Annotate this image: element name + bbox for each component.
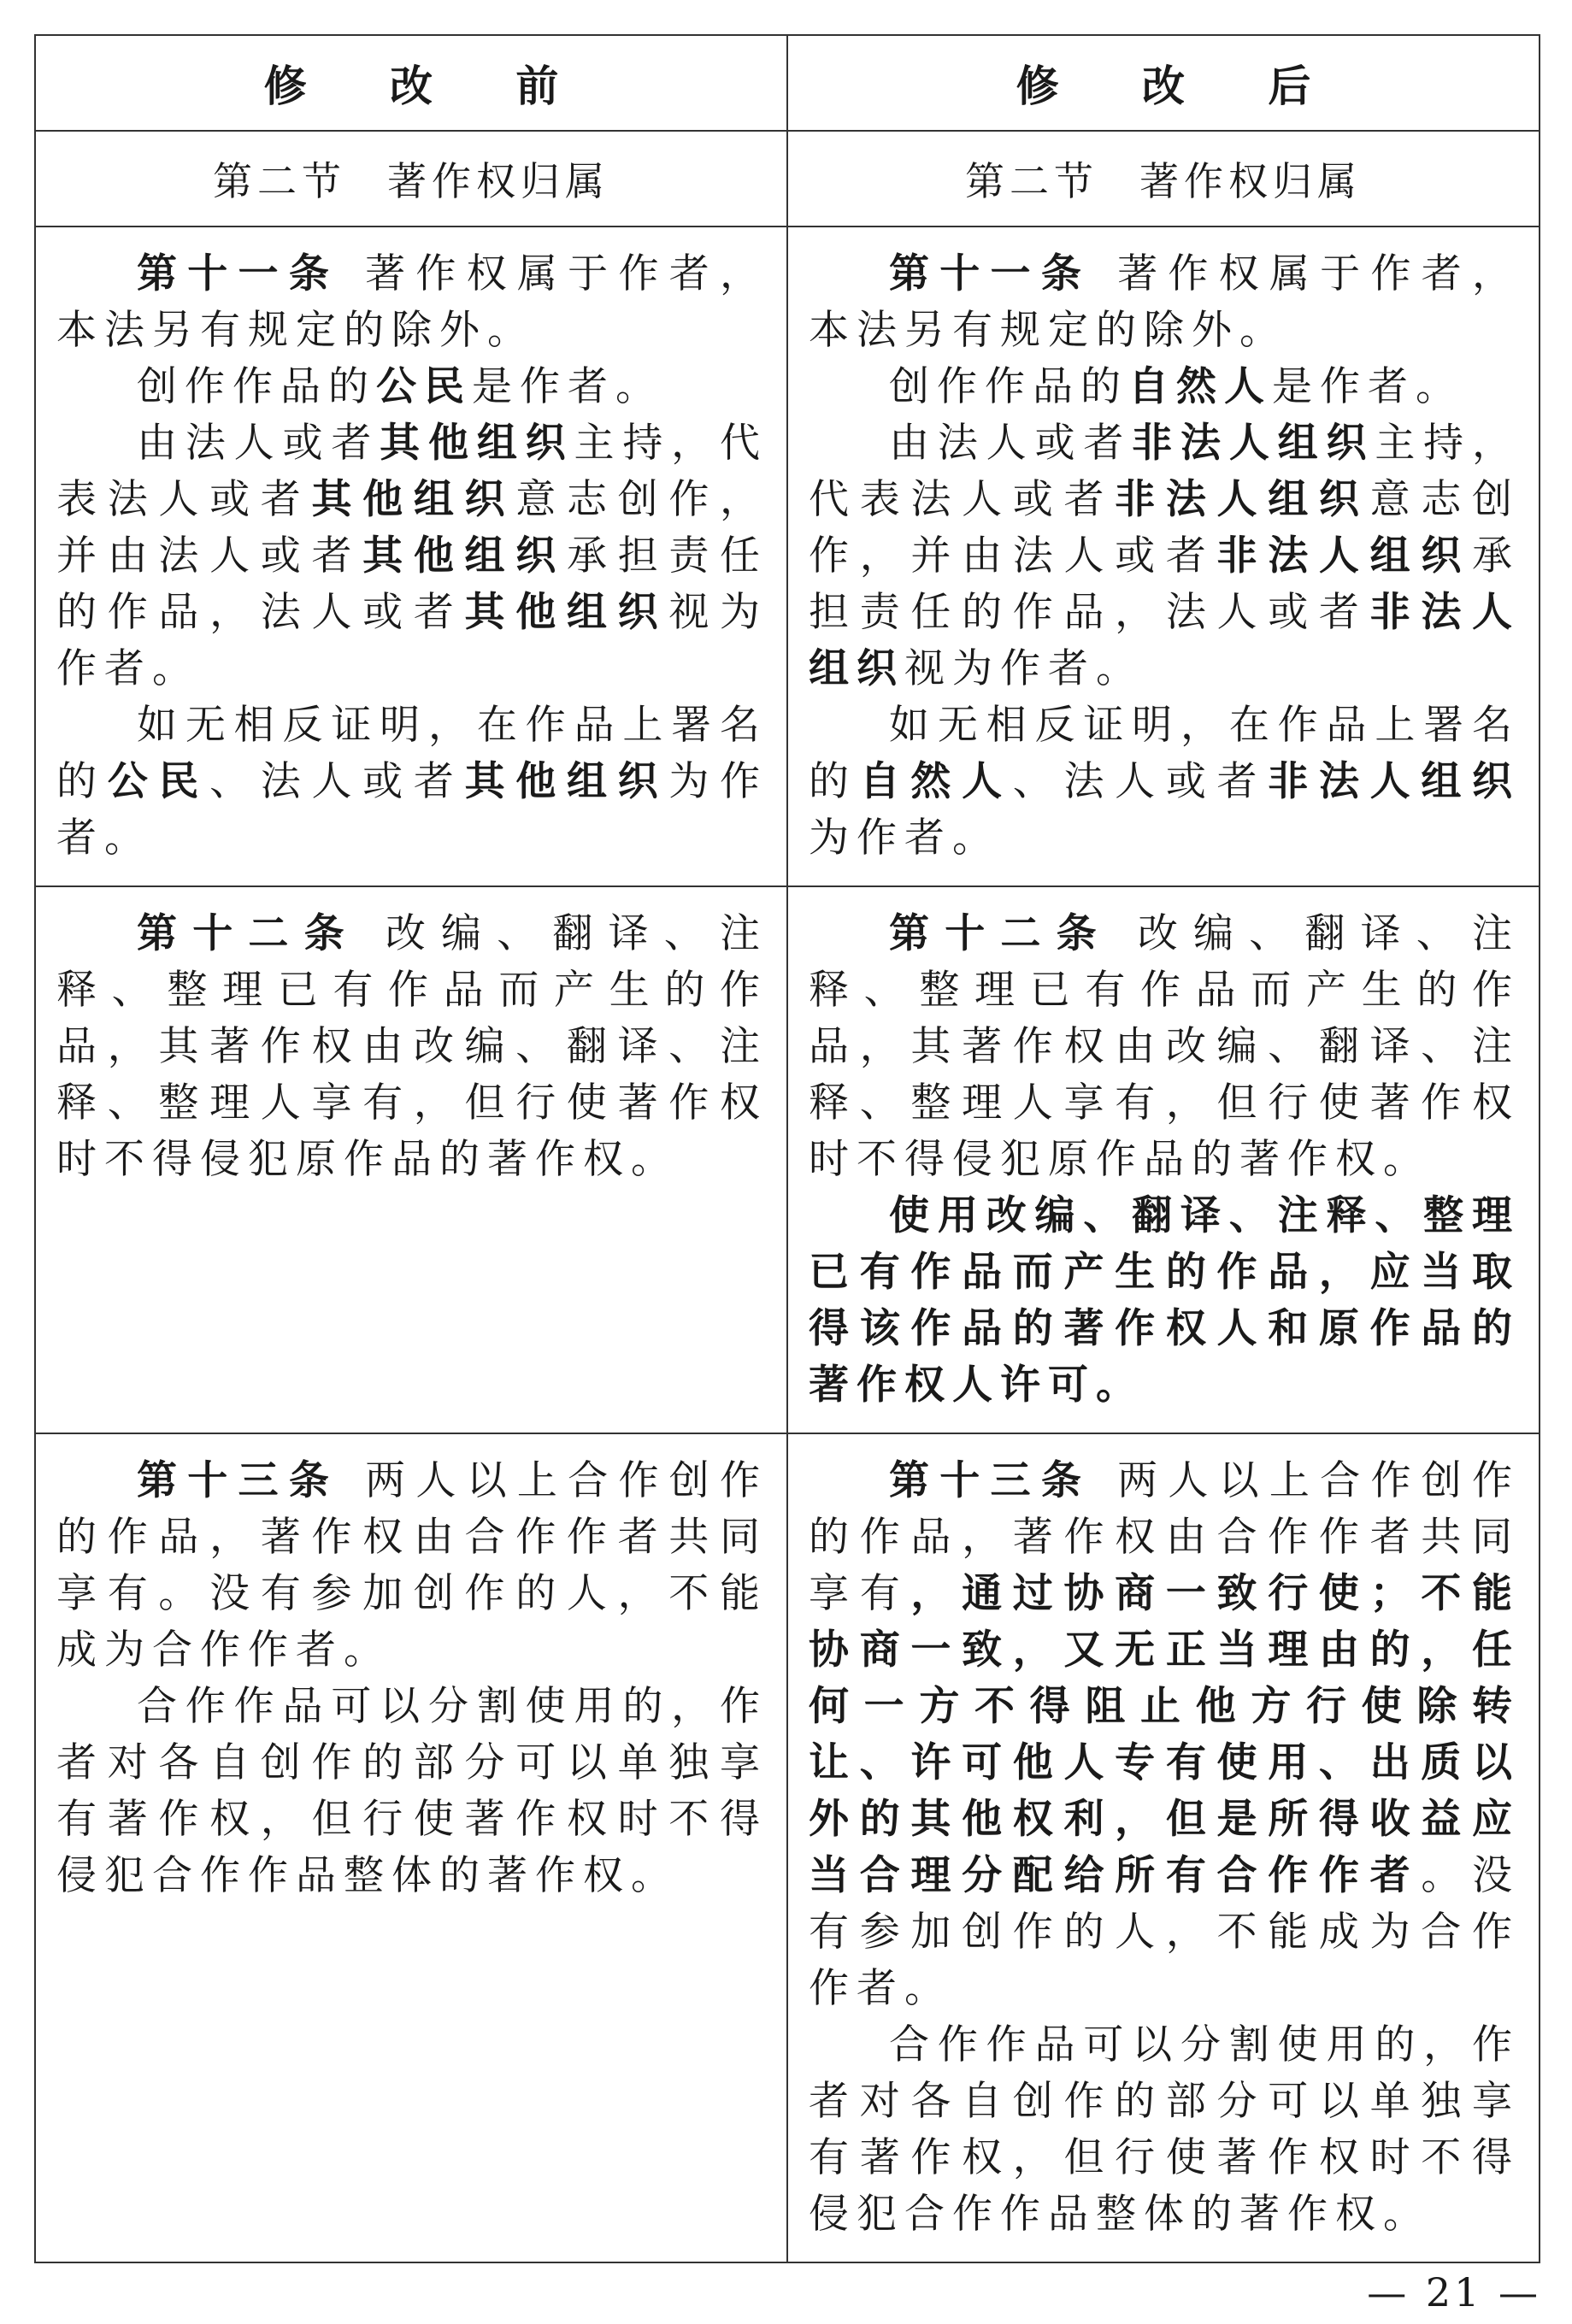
text-run: 、法人或者 (209, 758, 465, 805)
section-row (35, 131, 1540, 227)
text-run: 视为作者。 (904, 645, 1144, 692)
paragraph (56, 246, 768, 359)
text-run: 两人以上合作创作的作品，著作权由合作作者共同享有 (809, 1457, 1521, 1617)
text-run: 如无相反证明，在作品上署名的 (809, 702, 1520, 805)
text-run: 主持，代表法人或者 (56, 420, 768, 523)
text-run: 是作者。 (472, 363, 663, 410)
article-number: 第十二条 (137, 910, 360, 957)
header-row (35, 35, 1540, 131)
paragraph (809, 906, 1520, 1188)
changed-text: 非法人组织 (1216, 532, 1473, 580)
paragraph (809, 246, 1520, 359)
article-after (787, 1433, 1540, 2262)
text-run: 视为作者。 (56, 589, 768, 692)
text-run: 如无相反证明，在作品上署名的 (56, 702, 768, 805)
text-run: 创作作品的 (889, 363, 1128, 410)
text-run: 合作作品可以分割使用的，作者对各自创作的部分可以单独享有著作权，但行使著作权时不得侵犯合作作品整体的著作权。 (56, 1683, 768, 1899)
section-label: 第二节 (213, 158, 346, 204)
text-run: 合作作品可以分割使用的，作者对各自创作的部分可以单独享有著作权，但行使著作权时不得侵犯合作作品整体的著作权。 (809, 2021, 1520, 2238)
paragraph (56, 1453, 768, 1679)
text-run: 改编、翻译、注释、整理已有作品而产生的作品，其著作权由改编、翻译、注释、整理人享有，但行使著作权时不得侵犯原作品的著作权。 (809, 910, 1521, 1183)
article-after (787, 886, 1540, 1433)
text-run: 著作权属于作者，本法另有规定的除外。 (56, 250, 768, 354)
section-title: 著作权归属 (1139, 158, 1362, 204)
text-run: 改编、翻译、注释、整理已有作品而产生的作品，其著作权由改编、翻译、注释、整理人享有，但行使著作权时不得侵犯原作品的著作权。 (56, 910, 768, 1183)
article-row (35, 1433, 1540, 2262)
header-before: 修 改 前 (35, 35, 787, 131)
changed-text: ，通过协商一致行使；不能协商一致，又无正当理由的，任何一方不得阻止他方行使除转让、许可他人专有使用、出质以外的其他权利，但是所得收益应当合理分配给所有合作作者 (809, 1570, 1521, 1899)
changed-text: 自然人 (859, 758, 1013, 805)
paragraph (809, 697, 1520, 867)
changed-text: 非法人组织 (1132, 420, 1375, 467)
changed-text: 使用改编、翻译、注释、整理已有作品而产生的作品，应当取得该作品的著作权人和原作品的著作权人许可。 (809, 1192, 1520, 1409)
paragraph (809, 359, 1520, 415)
changed-text: 自然人 (1128, 363, 1272, 410)
paragraph (56, 415, 768, 697)
paragraph (56, 906, 768, 1188)
header-after: 修 改 后 (787, 35, 1540, 131)
text-run: 意志创作，并由法人或者 (56, 476, 768, 580)
section-after (787, 131, 1540, 227)
article-number: 第十三条 (889, 1457, 1092, 1504)
text-run: 为作者。 (809, 815, 1000, 862)
text-run: 承担责任的作品，法人或者 (56, 532, 768, 636)
article-number: 第十一条 (137, 250, 340, 297)
text-run: 意志创作，并由法人或者 (809, 476, 1521, 580)
text-run: 承担责任的作品，法人或者 (809, 532, 1521, 636)
article-before (35, 886, 787, 1433)
paragraph (56, 359, 768, 415)
article-number: 第十三条 (137, 1457, 340, 1504)
article-after (787, 227, 1540, 886)
text-run: 是作者。 (1272, 363, 1463, 410)
text-run: 。没有参加创作的人，不能成为合作作者。 (809, 1852, 1521, 2012)
paragraph (809, 1453, 1520, 2017)
changed-text: 公民 (107, 758, 210, 805)
section-before (35, 131, 787, 227)
article-row (35, 886, 1540, 1433)
paragraph (56, 697, 768, 867)
text-run: 主持，代表法人或者 (809, 420, 1521, 523)
section-label: 第二节 (965, 158, 1098, 204)
comparison-table (34, 34, 1540, 2263)
text-run: 为作者。 (56, 758, 768, 862)
text-run: 由法人或者 (889, 420, 1133, 467)
text-run: 著作权属于作者，本法另有规定的除外。 (809, 250, 1521, 354)
article-number: 第十一条 (889, 250, 1092, 297)
text-run: 创作作品的 (137, 363, 376, 410)
changed-text: 其他组织 (380, 420, 574, 467)
changed-text: 其他组织 (311, 476, 516, 523)
paragraph (56, 1679, 768, 1904)
article-number: 第十二条 (889, 910, 1112, 957)
page-number: — 21 — (1367, 2269, 1541, 2315)
changed-text: 非法人组织 (1115, 476, 1370, 523)
article-before (35, 1433, 787, 2262)
changed-text: 公民 (376, 363, 472, 410)
paragraph (809, 1188, 1520, 1414)
article-row (35, 227, 1540, 886)
changed-text: 其他组织 (464, 589, 669, 636)
article-before (35, 227, 787, 886)
text-run: 两人以上合作创作的作品，著作权由合作作者共同享有。没有参加创作的人，不能成为合作作者。 (56, 1457, 768, 1674)
changed-text: 其他组织 (464, 758, 669, 805)
changed-text: 非法人组织 (809, 589, 1521, 692)
changed-text: 其他组织 (362, 532, 567, 580)
paragraph (809, 2017, 1520, 2243)
text-run: 由法人或者 (137, 420, 380, 467)
section-title: 著作权归属 (387, 158, 609, 204)
text-run: 、法人或者 (1012, 758, 1269, 805)
changed-text: 非法人组织 (1268, 758, 1521, 805)
paragraph (809, 415, 1520, 697)
